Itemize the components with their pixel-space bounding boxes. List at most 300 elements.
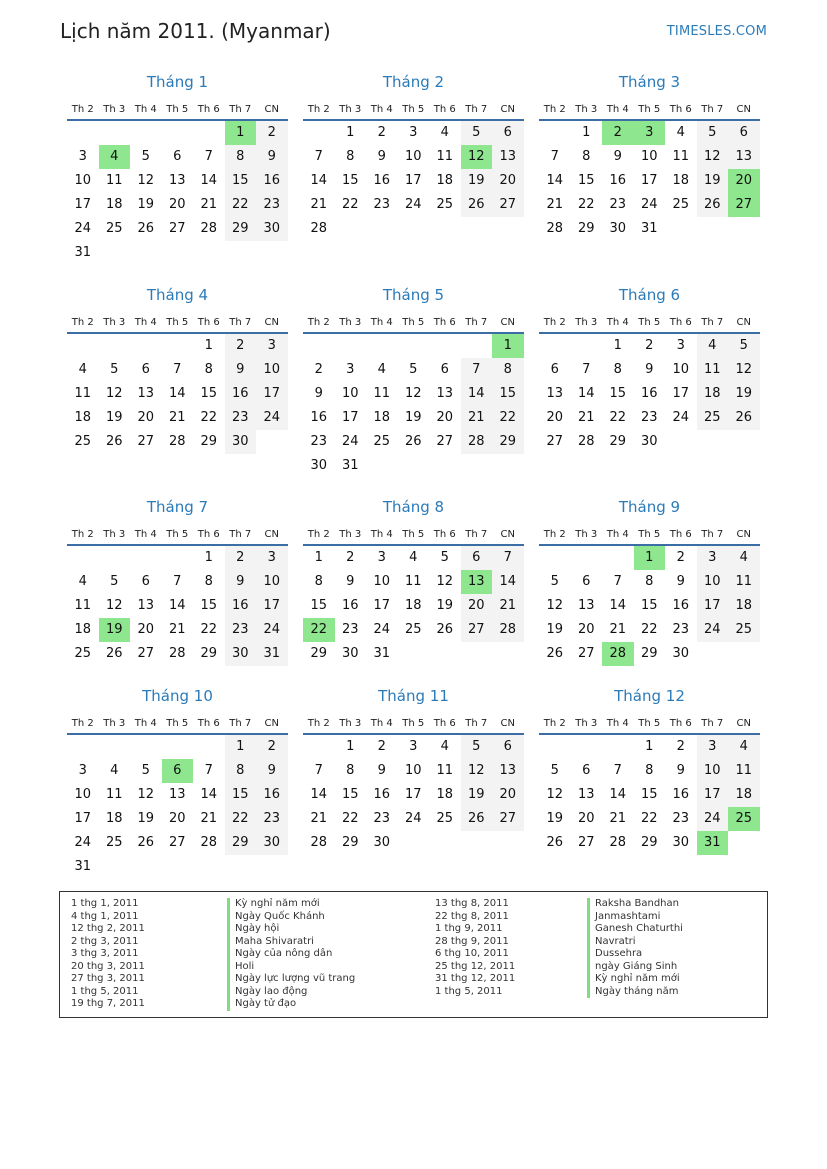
- day-cell: 19: [436, 598, 454, 613]
- day-cell: 28: [200, 835, 218, 850]
- weekday-label: Th 4: [370, 317, 393, 328]
- day-cell: 6: [492, 735, 524, 759]
- empty-cell: [303, 735, 335, 759]
- empty-cell: [602, 735, 634, 759]
- month-block: [539, 498, 760, 666]
- day-cell: 17: [256, 594, 288, 618]
- day-cell: 21: [609, 622, 627, 637]
- day-cell: 16: [609, 173, 627, 188]
- day-cell: 21: [200, 811, 218, 826]
- weekday-header: [67, 526, 288, 546]
- day-cell: 12: [728, 358, 760, 382]
- day-cell: 3: [256, 334, 288, 358]
- legend-date: 12 thg 2, 2011: [71, 923, 145, 934]
- day-cell: 10: [74, 173, 92, 188]
- day-cell: 24: [404, 811, 422, 826]
- day-cell: 2: [377, 739, 386, 754]
- day-cell: 6: [582, 574, 591, 589]
- empty-cell: [539, 334, 571, 358]
- day-cell: 23: [640, 410, 658, 425]
- day-cell: 9: [377, 763, 386, 778]
- day-cell: 25: [74, 434, 92, 449]
- month-block: [67, 687, 288, 879]
- day-cell: 31: [373, 646, 391, 661]
- day-cell: 8: [204, 362, 213, 377]
- weekday-label: CN: [736, 718, 751, 729]
- empty-cell: [303, 121, 335, 145]
- day-cell: 4: [78, 574, 87, 589]
- day-cell: 17: [697, 783, 729, 807]
- empty-cell: [130, 121, 162, 145]
- holiday-day-cell: 20: [728, 169, 760, 193]
- day-cell: 9: [676, 574, 685, 589]
- day-cell: 18: [373, 410, 391, 425]
- day-cell: 27: [577, 646, 595, 661]
- day-grid: [539, 121, 760, 241]
- day-cell: 26: [546, 646, 564, 661]
- day-cell: 4: [440, 125, 449, 140]
- day-cell: 26: [461, 807, 493, 831]
- day-cell: 9: [256, 759, 288, 783]
- day-cell: 5: [697, 121, 729, 145]
- day-cell: 15: [577, 173, 595, 188]
- day-cell: 30: [373, 835, 391, 850]
- day-cell: 2: [645, 338, 654, 353]
- legend-holiday-name: Ngày hội: [227, 923, 355, 936]
- day-cell: 24: [373, 622, 391, 637]
- weekday-label: Th 2: [307, 718, 330, 729]
- weekday-label: Th 6: [433, 104, 456, 115]
- day-cell: 21: [492, 594, 524, 618]
- day-cell: 20: [577, 811, 595, 826]
- month-name: Tháng 6: [618, 286, 681, 304]
- day-cell: 31: [256, 642, 288, 666]
- weekday-label: Th 7: [229, 718, 252, 729]
- weekday-label: Th 5: [166, 529, 189, 540]
- month-block: [67, 286, 288, 454]
- weekday-label: Th 6: [433, 317, 456, 328]
- day-cell: 14: [310, 173, 328, 188]
- legend-dates-column-2: [435, 898, 515, 998]
- day-cell: 21: [310, 811, 328, 826]
- day-cell: 5: [550, 763, 559, 778]
- site-logo-text[interactable]: TIMESLES.COM: [666, 24, 767, 39]
- day-cell: 2: [256, 121, 288, 145]
- weekday-label: Th 2: [71, 718, 94, 729]
- day-cell: 5: [110, 574, 119, 589]
- day-cell: 24: [697, 807, 729, 831]
- day-cell: 15: [200, 598, 218, 613]
- weekday-label: Th 5: [402, 104, 425, 115]
- weekday-label: Th 7: [465, 529, 488, 540]
- day-cell: 13: [168, 173, 186, 188]
- day-cell: 6: [141, 574, 150, 589]
- day-cell: 11: [728, 570, 760, 594]
- empty-cell: [366, 334, 398, 358]
- day-cell: 19: [728, 382, 760, 406]
- day-cell: 4: [676, 125, 685, 140]
- day-cell: 5: [440, 550, 449, 565]
- day-cell: 4: [697, 334, 729, 358]
- day-cell: 29: [640, 646, 658, 661]
- day-cell: 28: [200, 221, 218, 236]
- day-cell: 23: [373, 811, 391, 826]
- day-cell: 1: [314, 550, 323, 565]
- day-cell: 23: [225, 618, 257, 642]
- day-cell: 12: [137, 173, 155, 188]
- day-cell: 22: [200, 410, 218, 425]
- day-cell: 10: [341, 386, 359, 401]
- weekday-header: [303, 715, 524, 735]
- day-cell: 29: [492, 430, 524, 454]
- day-cell: 20: [577, 622, 595, 637]
- day-cell: 30: [225, 430, 257, 454]
- day-cell: 24: [640, 197, 658, 212]
- day-cell: 27: [461, 618, 493, 642]
- day-cell: 22: [200, 622, 218, 637]
- day-cell: 16: [225, 382, 257, 406]
- day-cell: 18: [105, 197, 123, 212]
- day-cell: 14: [609, 787, 627, 802]
- legend-holiday-name: Ngày Quốc Khánh: [227, 911, 355, 924]
- day-cell: 3: [78, 149, 87, 164]
- legend-holiday-name: Ngày lực lượng vũ trang: [227, 973, 355, 986]
- month-block: [539, 687, 760, 855]
- day-cell: 14: [609, 598, 627, 613]
- day-cell: 16: [225, 594, 257, 618]
- weekday-label: CN: [500, 317, 515, 328]
- day-cell: 11: [105, 787, 123, 802]
- day-cell: 29: [577, 221, 595, 236]
- day-cell: 11: [373, 386, 391, 401]
- day-cell: 29: [609, 434, 627, 449]
- day-cell: 15: [225, 783, 257, 807]
- day-cell: 2: [377, 125, 386, 140]
- weekday-label: Th 4: [606, 104, 629, 115]
- day-cell: 30: [256, 831, 288, 855]
- day-cell: 22: [577, 197, 595, 212]
- day-grid: [67, 334, 288, 454]
- day-cell: 23: [225, 406, 257, 430]
- day-cell: 8: [645, 574, 654, 589]
- day-cell: 1: [582, 125, 591, 140]
- day-cell: 18: [697, 382, 729, 406]
- weekday-label: Th 2: [543, 317, 566, 328]
- weekday-label: CN: [500, 529, 515, 540]
- weekday-label: Th 2: [307, 317, 330, 328]
- day-cell: 29: [640, 835, 658, 850]
- day-cell: 17: [74, 197, 92, 212]
- day-grid: [67, 546, 288, 666]
- month-name: Tháng 2: [382, 73, 445, 91]
- empty-cell: [461, 334, 493, 358]
- day-cell: 10: [256, 570, 288, 594]
- day-cell: 25: [404, 622, 422, 637]
- day-cell: 25: [436, 811, 454, 826]
- day-cell: 5: [461, 121, 493, 145]
- legend-date: 2 thg 3, 2011: [71, 935, 139, 947]
- empty-cell: [429, 334, 461, 358]
- day-cell: 18: [436, 787, 454, 802]
- page-title: Lịch năm 2011. (Myanmar): [60, 19, 331, 43]
- day-cell: 15: [310, 598, 328, 613]
- day-cell: 30: [609, 221, 627, 236]
- day-cell: 3: [409, 739, 418, 754]
- legend-date: 1 thg 9, 2011: [435, 923, 503, 934]
- day-cell: 7: [550, 149, 559, 164]
- weekday-label: CN: [736, 317, 751, 328]
- day-cell: 29: [225, 831, 257, 855]
- day-cell: 3: [409, 125, 418, 140]
- day-cell: 13: [546, 386, 564, 401]
- day-cell: 7: [314, 149, 323, 164]
- legend-holiday-name: Ngày của nông dân: [227, 948, 355, 961]
- legend-names-column-1: [227, 898, 355, 1011]
- empty-cell: [162, 334, 194, 358]
- day-cell: 23: [373, 197, 391, 212]
- day-cell: 10: [697, 570, 729, 594]
- weekday-header: [67, 101, 288, 121]
- weekday-label: Th 6: [433, 718, 456, 729]
- weekday-label: Th 6: [197, 317, 220, 328]
- day-cell: 1: [225, 735, 257, 759]
- day-cell: 26: [404, 434, 422, 449]
- day-cell: 9: [377, 149, 386, 164]
- day-cell: 22: [609, 410, 627, 425]
- weekday-label: Th 4: [134, 529, 157, 540]
- day-cell: 20: [168, 197, 186, 212]
- weekday-label: Th 5: [638, 317, 661, 328]
- day-cell: 25: [672, 197, 690, 212]
- day-cell: 14: [492, 570, 524, 594]
- day-cell: 12: [137, 787, 155, 802]
- day-cell: 26: [728, 406, 760, 430]
- empty-cell: [602, 546, 634, 570]
- day-cell: 24: [256, 406, 288, 430]
- day-cell: 24: [697, 618, 729, 642]
- holiday-day-cell: 4: [99, 145, 131, 169]
- day-cell: 2: [256, 735, 288, 759]
- day-cell: 22: [640, 811, 658, 826]
- day-cell: 15: [225, 169, 257, 193]
- weekday-label: CN: [264, 317, 279, 328]
- legend-date: 3 thg 3, 2011: [71, 948, 139, 959]
- day-cell: 12: [546, 787, 564, 802]
- day-cell: 13: [436, 386, 454, 401]
- month-block: [539, 286, 760, 454]
- legend-date: 22 thg 8, 2011: [435, 910, 509, 922]
- day-cell: 12: [105, 598, 123, 613]
- empty-cell: [571, 546, 603, 570]
- day-cell: 30: [672, 835, 690, 850]
- day-cell: 17: [404, 787, 422, 802]
- weekday-label: Th 2: [543, 529, 566, 540]
- day-cell: 14: [461, 382, 493, 406]
- day-cell: 9: [225, 358, 257, 382]
- day-cell: 23: [672, 811, 690, 826]
- day-cell: 1: [613, 338, 622, 353]
- day-cell: 2: [676, 739, 685, 754]
- day-cell: 20: [168, 811, 186, 826]
- day-cell: 30: [640, 434, 658, 449]
- day-cell: 7: [204, 763, 213, 778]
- day-cell: 29: [341, 835, 359, 850]
- day-cell: 10: [697, 759, 729, 783]
- holiday-day-cell: 1: [225, 121, 257, 145]
- legend-holiday-name: Navratri: [587, 936, 683, 949]
- day-cell: 4: [409, 550, 418, 565]
- day-cell: 31: [341, 458, 359, 473]
- legend-date: 20 thg 3, 2011: [71, 960, 145, 972]
- empty-cell: [193, 121, 225, 145]
- day-cell: 5: [141, 763, 150, 778]
- day-cell: 21: [609, 811, 627, 826]
- day-cell: 5: [141, 149, 150, 164]
- day-cell: 22: [341, 197, 359, 212]
- day-cell: 13: [492, 759, 524, 783]
- legend-date: 27 thg 3, 2011: [71, 973, 145, 984]
- legend-holiday-name: Ngày tháng năm: [587, 986, 683, 999]
- day-cell: 4: [78, 362, 87, 377]
- day-cell: 16: [640, 386, 658, 401]
- weekday-label: Th 6: [669, 718, 692, 729]
- day-cell: 20: [137, 622, 155, 637]
- empty-cell: [99, 546, 131, 570]
- day-cell: 24: [672, 410, 690, 425]
- day-cell: 26: [137, 221, 155, 236]
- weekday-label: Th 4: [606, 529, 629, 540]
- holiday-day-cell: 13: [461, 570, 493, 594]
- holiday-day-cell: 1: [492, 334, 524, 358]
- weekday-label: Th 3: [575, 529, 598, 540]
- empty-cell: [193, 735, 225, 759]
- day-cell: 24: [74, 221, 92, 236]
- day-cell: 6: [141, 362, 150, 377]
- day-cell: 1: [204, 550, 213, 565]
- day-cell: 6: [440, 362, 449, 377]
- day-cell: 23: [310, 434, 328, 449]
- day-cell: 20: [492, 783, 524, 807]
- empty-cell: [67, 546, 99, 570]
- day-cell: 10: [404, 763, 422, 778]
- weekday-label: Th 2: [71, 317, 94, 328]
- day-cell: 28: [492, 618, 524, 642]
- day-cell: 25: [697, 406, 729, 430]
- empty-cell: [130, 334, 162, 358]
- empty-cell: [539, 546, 571, 570]
- day-cell: 29: [225, 217, 257, 241]
- day-cell: 29: [200, 646, 218, 661]
- day-cell: 27: [546, 434, 564, 449]
- day-cell: 27: [492, 807, 524, 831]
- day-cell: 21: [200, 197, 218, 212]
- empty-cell: [539, 735, 571, 759]
- day-cell: 11: [672, 149, 690, 164]
- day-cell: 25: [436, 197, 454, 212]
- day-cell: 2: [225, 546, 257, 570]
- day-grid: [539, 735, 760, 855]
- weekday-label: Th 3: [339, 104, 362, 115]
- day-cell: 3: [697, 735, 729, 759]
- day-cell: 3: [697, 546, 729, 570]
- weekday-header: [303, 526, 524, 546]
- day-cell: 21: [461, 406, 493, 430]
- day-cell: 26: [436, 622, 454, 637]
- day-cell: 19: [461, 783, 493, 807]
- day-cell: 8: [613, 362, 622, 377]
- empty-cell: [398, 334, 430, 358]
- day-cell: 11: [436, 763, 454, 778]
- day-cell: 31: [74, 859, 92, 874]
- day-cell: 24: [74, 835, 92, 850]
- day-cell: 2: [225, 334, 257, 358]
- legend-date: 25 thg 12, 2011: [435, 960, 516, 972]
- day-cell: 28: [310, 221, 328, 236]
- weekday-label: Th 3: [103, 104, 126, 115]
- day-cell: 26: [697, 193, 729, 217]
- day-cell: 16: [672, 787, 690, 802]
- weekday-label: Th 3: [575, 317, 598, 328]
- day-cell: 21: [546, 197, 564, 212]
- day-cell: 21: [168, 622, 186, 637]
- day-cell: 1: [645, 739, 654, 754]
- day-cell: 4: [728, 546, 760, 570]
- day-cell: 6: [550, 362, 559, 377]
- day-cell: 16: [310, 410, 328, 425]
- day-cell: 16: [373, 787, 391, 802]
- weekday-label: Th 7: [701, 317, 724, 328]
- legend-holiday-name: Maha Shivaratri: [227, 936, 355, 949]
- weekday-label: Th 6: [433, 529, 456, 540]
- weekday-label: Th 4: [370, 718, 393, 729]
- day-cell: 10: [672, 362, 690, 377]
- weekday-label: Th 2: [71, 104, 94, 115]
- empty-cell: [303, 334, 335, 358]
- day-cell: 10: [404, 149, 422, 164]
- day-cell: 1: [346, 739, 355, 754]
- holiday-legend: [59, 891, 768, 1018]
- weekday-label: Th 3: [575, 718, 598, 729]
- day-cell: 7: [613, 574, 622, 589]
- legend-holiday-name: ngày Giáng Sinh: [587, 961, 683, 974]
- month-name: Tháng 8: [382, 498, 445, 516]
- day-cell: 30: [225, 642, 257, 666]
- day-cell: 11: [436, 149, 454, 164]
- month-name: Tháng 9: [618, 498, 681, 516]
- day-cell: 15: [492, 382, 524, 406]
- day-cell: 25: [728, 618, 760, 642]
- day-cell: 17: [373, 598, 391, 613]
- weekday-label: Th 7: [701, 529, 724, 540]
- weekday-label: Th 6: [669, 104, 692, 115]
- day-cell: 9: [225, 570, 257, 594]
- empty-cell: [67, 735, 99, 759]
- day-cell: 30: [256, 217, 288, 241]
- day-cell: 20: [461, 594, 493, 618]
- legend-holiday-name: Ganesh Chaturthi: [587, 923, 683, 936]
- holiday-day-cell: 12: [461, 145, 493, 169]
- day-cell: 4: [728, 735, 760, 759]
- day-cell: 15: [200, 386, 218, 401]
- weekday-header: [539, 526, 760, 546]
- day-cell: 19: [546, 622, 564, 637]
- day-cell: 17: [404, 173, 422, 188]
- day-cell: 25: [74, 646, 92, 661]
- day-cell: 22: [225, 807, 257, 831]
- day-cell: 20: [137, 410, 155, 425]
- weekday-label: Th 7: [229, 317, 252, 328]
- day-cell: 5: [461, 735, 493, 759]
